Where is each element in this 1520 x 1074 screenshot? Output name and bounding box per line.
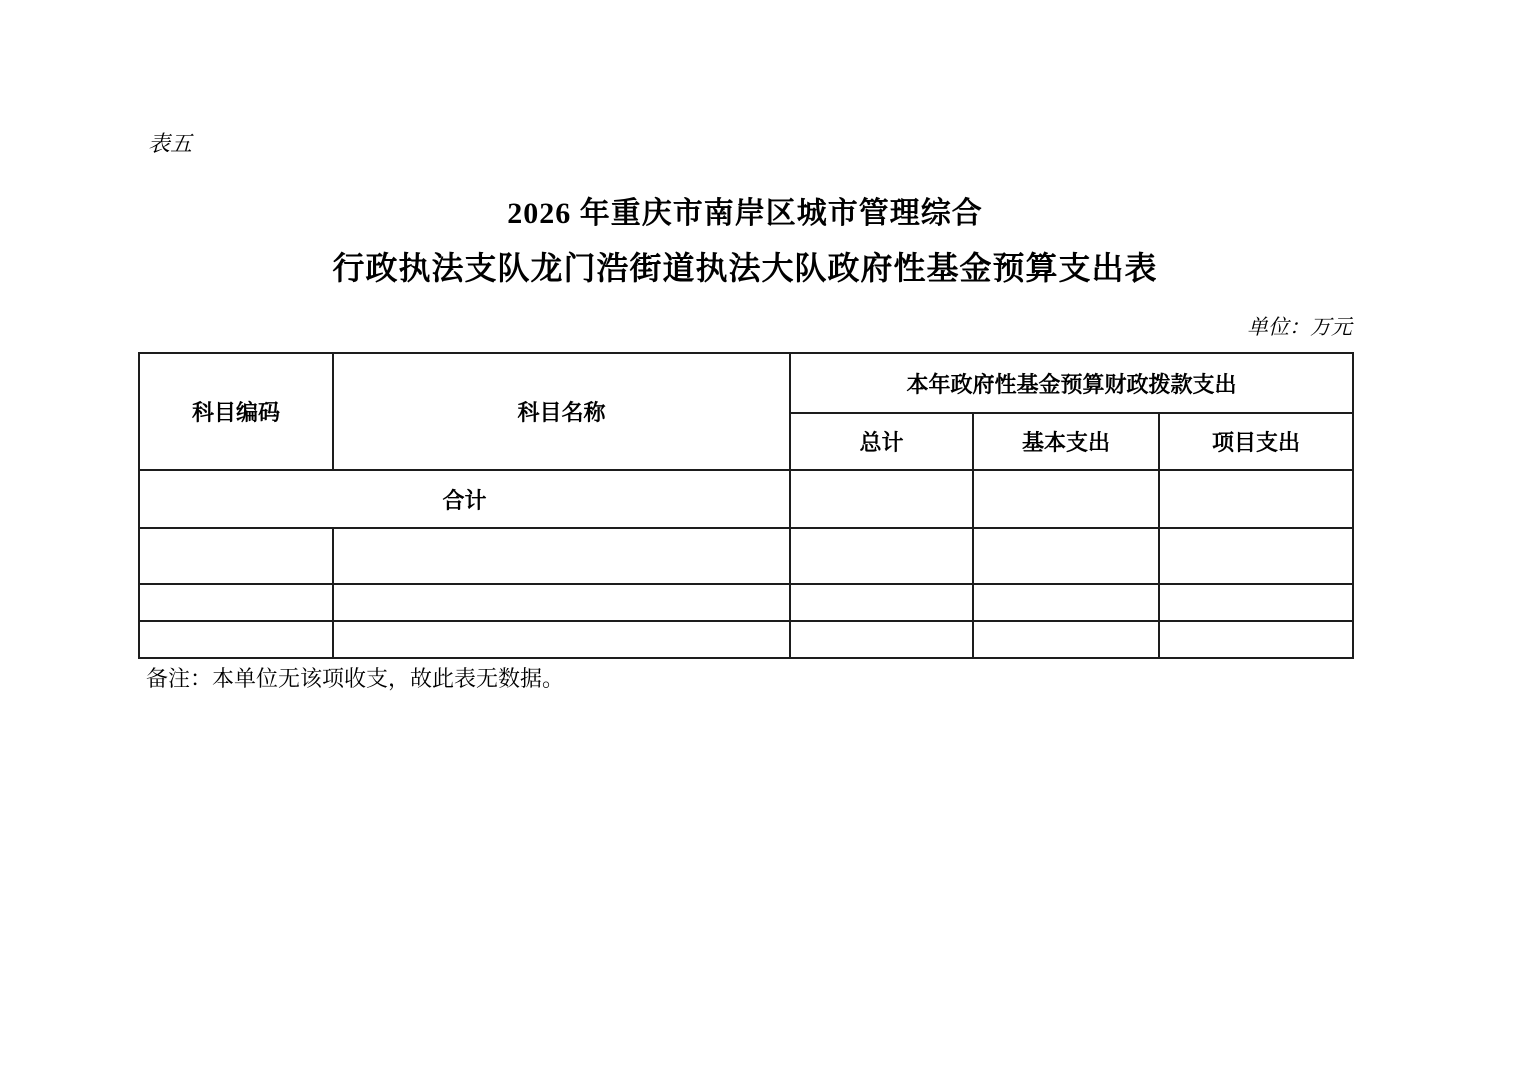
row-project-cell [1159, 584, 1353, 621]
unit-label: 单位：万元 [1247, 315, 1352, 339]
budget-table [138, 352, 1354, 659]
header-fund-group: 本年政府性基金预算财政拨款支出 [790, 353, 1353, 413]
row-total-cell [790, 621, 973, 658]
row-name-cell [333, 584, 790, 621]
row-name-cell [333, 621, 790, 658]
footer-note: 备注：本单位无该项收支，故此表无数据。 [146, 666, 565, 691]
row-basic-cell [973, 621, 1159, 658]
table-row [139, 621, 1353, 658]
row-code-cell [139, 621, 333, 658]
row-code-cell [139, 584, 333, 621]
row-project-cell [1159, 621, 1353, 658]
table-row [139, 528, 1353, 584]
header-subject-name: 科目名称 [333, 353, 790, 470]
row-name-cell [333, 528, 790, 584]
total-row-basic-cell [973, 470, 1159, 528]
sheet-label: 表五 [148, 132, 193, 157]
total-row-project-cell [1159, 470, 1353, 528]
page-title-line1: 2026 年重庆市南岸区城市管理综合 [507, 197, 983, 230]
total-row-label: 合计 [139, 470, 790, 528]
row-project-cell [1159, 528, 1353, 584]
row-total-cell [790, 528, 973, 584]
row-basic-cell [973, 528, 1159, 584]
header-project-expenditure: 项目支出 [1159, 413, 1353, 470]
header-basic-expenditure: 基本支出 [973, 413, 1159, 470]
total-row [139, 470, 1353, 528]
total-row-total-cell [790, 470, 973, 528]
row-total-cell [790, 584, 973, 621]
row-basic-cell [973, 584, 1159, 621]
table-row [139, 584, 1353, 621]
page-title-line2: 行政执法支队龙门浩街道执法大队政府性基金预算支出表 [332, 250, 1158, 286]
header-total: 总计 [790, 413, 973, 470]
row-code-cell [139, 528, 333, 584]
header-subject-code: 科目编码 [139, 353, 333, 470]
header-row-group [139, 353, 1353, 413]
